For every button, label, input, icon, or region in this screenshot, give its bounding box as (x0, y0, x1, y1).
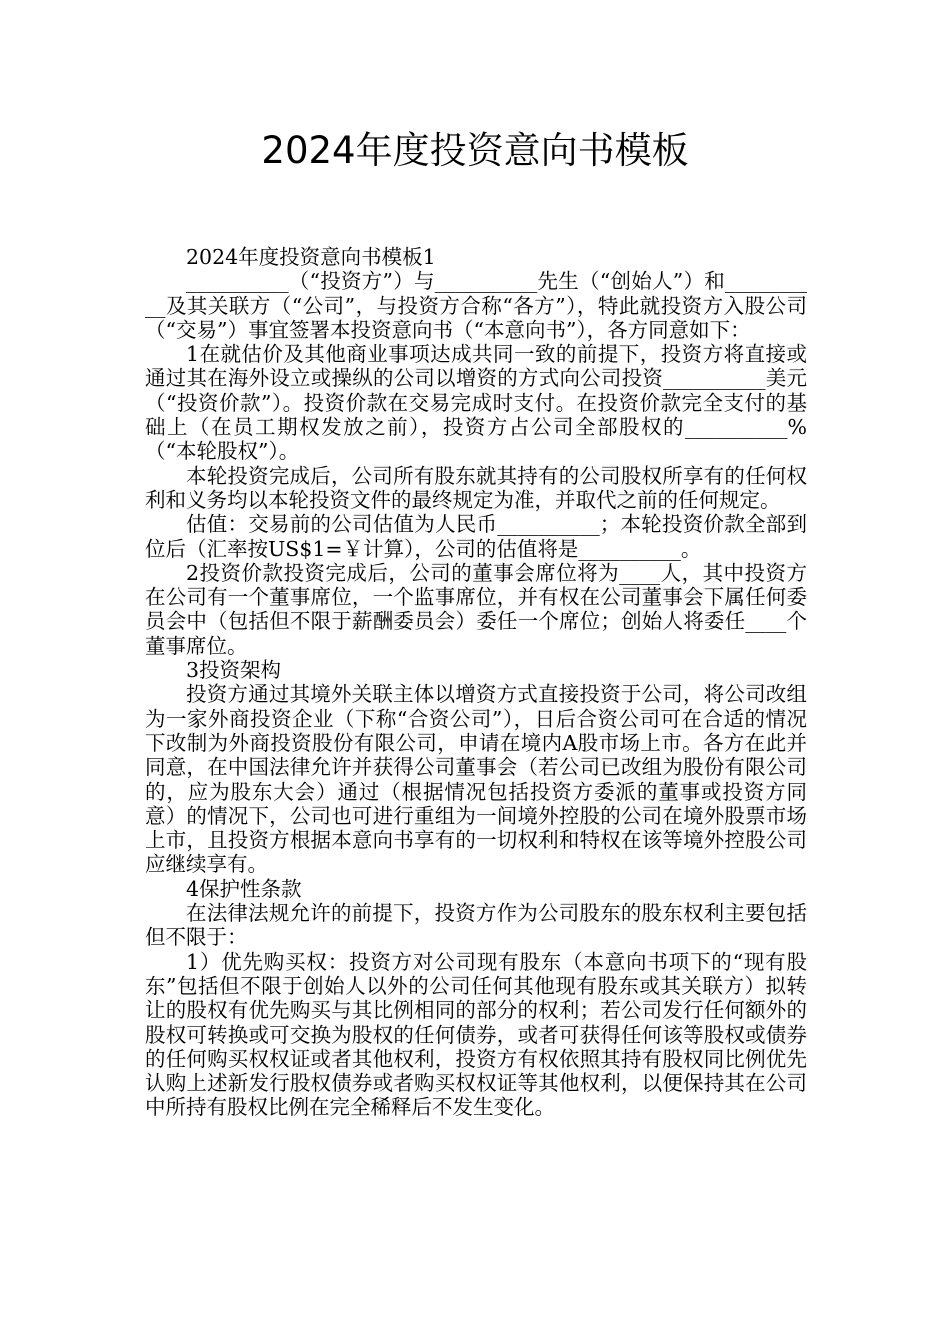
clause-4-item-1-paragraph: 1）优先购买权：投资方对公司现有股东（本意向书项下的“现有股东”包括但不限于创始人以外的公司任何其他现有股东或其关联方）拟转让的股权有优先购买与其比例相同的部分的权利；若公司发行任何额外的股权可转换或可交换为股权的任何债券，或者可获得任何该等股权或债券的任何购买权权证或者其他权利，投资方有权依照其持有股权同比例优先认购上述新发行股权债券或者购买权权证等其他权利，以便保持其在公司中所持有股权比例在完全稀释后不发生变化。 (145, 949, 807, 1120)
document-title: 2024年度投资意向书模板 (261, 129, 689, 172)
intro-paragraph: __________（“投资方”）与__________先生（“创始人”）和__________及其关联方（“公司”，与投资方合称“各方”），特此就投资方入股公司（“交易”）事宜签署本投资意向书（“本意向书”），各方同意如下： (145, 269, 807, 342)
clause-4-heading: 4保护性条款 (186, 876, 302, 901)
clause-4-intro-paragraph: 在法律法规允许的前提下，投资方作为公司股东的股东权利主要包括但不限于： (145, 901, 807, 950)
clause-2-paragraph: 2投资价款投资完成后，公司的董事会席位将为____人，其中投资方在公司有一个董事席位，一个监事席位，并有权在公司董事会下属任何委员会中（包括但不限于薪酬委员会）委任一个席位；创始人将委任____个董事席位。 (145, 560, 807, 658)
clause-3-heading: 3投资架构 (186, 658, 282, 683)
clause-1-paragraph: 1在就估价及其他商业事项达成共同一致的前提下，投资方将直接或通过其在海外设立或操纵的公司以增资的方式向公司投资__________美元（“投资价款”）。投资价款在交易完成时支付。在投资价款完全支付的基础上（在员工期权发放之前），投资方占公司全部股权的__________%（“本轮股权”）。 (145, 342, 807, 464)
clause-3-paragraph: 投资方通过其境外关联主体以增资方式直接投资于公司，将公司改组为一家外商投资企业（下称“合资公司”），日后合资公司可在合适的情况下改制为外商投资股份有限公司，申请在境内A股市场上市。各方在此并同意，在中国法律允许并获得公司董事会（若公司已改组为股份有限公司的，应为股东大会）通过（根据情况包括投资方委派的董事或投资方同意）的情况下，公司也可进行重组为一间境外控股的公司在境外股票市场上市，且投资方根据本意向书享有的一切权利和特权在该等境外控股公司应继续享有。 (145, 682, 807, 877)
section-heading: 2024年度投资意向书模板1 (186, 245, 436, 269)
document-body (145, 245, 807, 1120)
clause-1-supersede-paragraph: 本轮投资完成后，公司所有股东就其持有的公司股权所享有的任何权利和义务均以本轮投资文件的最终规定为准，并取代之前的任何规定。 (145, 463, 807, 512)
valuation-paragraph: 估值：交易前的公司估值为人民币__________；本轮投资价款全部到位后（汇率按US$1=￥计算），公司的估值将是__________。 (145, 512, 807, 561)
